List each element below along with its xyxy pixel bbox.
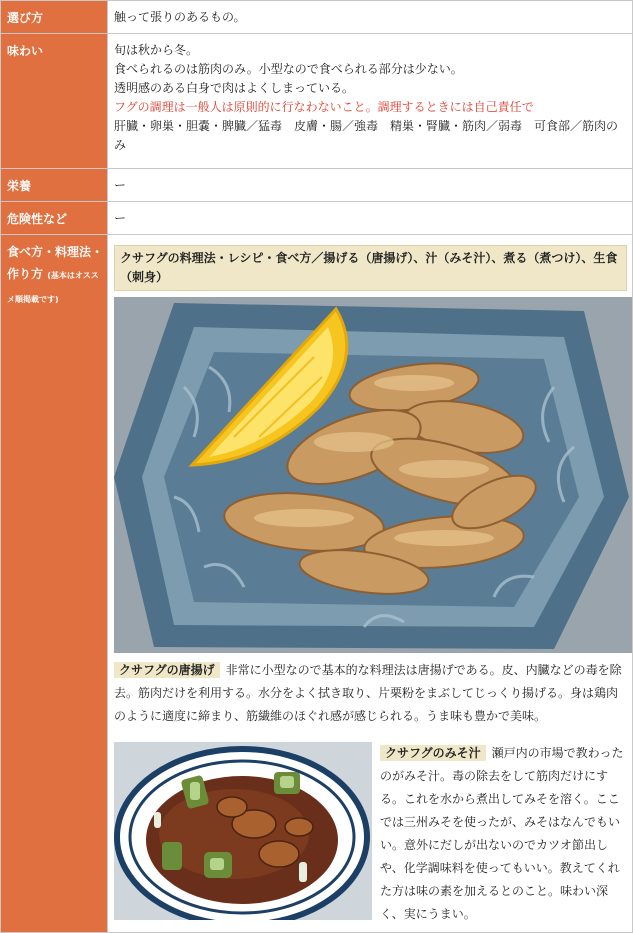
row-ajiwai [1, 34, 633, 169]
tabekata-label-note: (基本はオスス メ順掲載です) [7, 271, 99, 304]
karaage-photo [114, 297, 632, 653]
row-eiyou [1, 169, 633, 202]
misoshiru-title: クサフグのみそ汁 [380, 745, 486, 761]
label-kiken: 危険性など [1, 202, 108, 235]
ajiwai-line-2: 食べられるのは筋肉のみ。小型なので食べられる部分は少ない。 [114, 62, 463, 76]
recipe-heading: クサフグの料理法・レシピ・食べ方／揚げる（唐揚げ）、汁（みそ汁）、煮る（煮つけ）、生食（刺身） [114, 245, 627, 291]
value-ajiwai [108, 34, 633, 169]
ajiwai-warning: フグの調理は一般人は原則的に行なわないこと。調理するときには自己責任で [114, 100, 534, 114]
value-erabikata: 触って張りのあるもの。 [108, 1, 633, 34]
ajiwai-line-1: 旬は秋から冬。 [114, 43, 199, 57]
misoshiru-section [114, 742, 627, 926]
value-eiyou: ー [108, 169, 633, 202]
row-tabekata [1, 235, 633, 933]
tabekata-label: 食べ方・料理法・作り方 [7, 245, 104, 281]
row-erabikata [1, 1, 633, 34]
label-eiyou: 栄養 [1, 169, 108, 202]
misoshiru-photo [114, 742, 372, 920]
value-kiken: ー [108, 202, 633, 235]
label-tabekata [1, 235, 108, 933]
label-ajiwai: 味わい [1, 34, 108, 169]
karaage-title: クサフグの唐揚げ [114, 662, 220, 678]
karaage-text: 非常に小型なので基本的な料理法は唐揚げである。皮、内臓などの毒を除去。筋肉だけを利用する。水分をよく拭き取り、片栗粉をまぶしてじっくり揚げる。身は鶏肉のように適度に締まり、筋繊維のほぐれ感が感じられる。うま味も豊かで美味。 [114, 663, 622, 723]
ajiwai-toxicity: 肝臓・卵巣・胆嚢・脾臓／猛毒 皮膚・腸／強毒 精巣・腎臓・筋肉／弱毒 可食部／筋肉のみ [114, 119, 619, 152]
misoshiru-text: 瀬戸内の市場で教わったのがみそ汁。毒の除去をして筋肉だけにする。これを水から煮出してみそを溶く。ここでは三州みそを使ったが、みそはなんでもいい。意外にだしが出ないのでカツオ節出しや、化学調味料を使ってもいい。教えてくれた方は味の素を加えるとのこと。味わい深く、実にうまい。 [380, 746, 624, 921]
value-tabekata [108, 235, 633, 933]
label-erabikata: 選び方 [1, 1, 108, 34]
row-kiken [1, 202, 633, 235]
ajiwai-line-3: 透明感のある白身で肉はよくしまっている。 [114, 81, 355, 95]
karaage-paragraph [114, 659, 627, 728]
